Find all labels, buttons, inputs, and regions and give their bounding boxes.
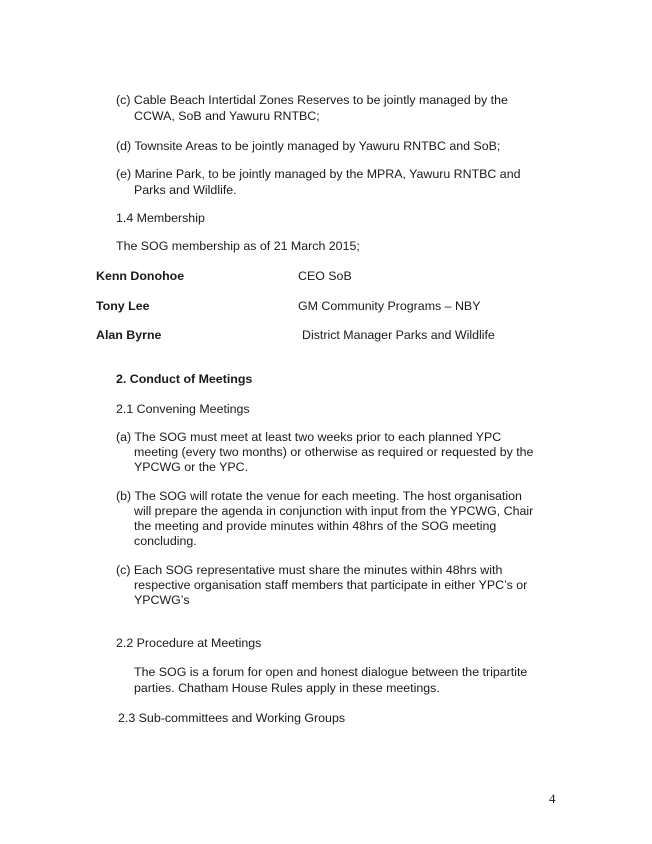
convening-item-c-line: YPCWG’s	[134, 593, 190, 607]
scope-item-d: (d) Townsite Areas to be jointly managed by Yawuru RNTBC and SoB;	[116, 139, 501, 153]
member-role: CEO SoB	[298, 269, 352, 283]
scope-item-c-line2: CCWA, SoB and Yawuru RNTBC;	[134, 109, 320, 123]
member-role: GM Community Programs – NBY	[298, 299, 481, 313]
convening-item-a-line: (a) The SOG must meet at least two weeks prior to each planned YPC	[116, 430, 502, 444]
scope-item-e-line2: Parks and Wildlife.	[134, 183, 237, 197]
subsection-heading-subcommittees: 2.3 Sub-committees and Working Groups	[118, 711, 346, 725]
member-name: Alan Byrne	[96, 328, 162, 342]
convening-item-b-line: the meeting and provide minutes within 48hrs of the SOG meeting	[134, 519, 497, 533]
procedure-line: parties. Chatham House Rules apply in these meetings.	[134, 681, 440, 695]
scope-item-e-line1: (e) Marine Park, to be jointly managed by the MPRA, Yawuru RNTBC and	[116, 167, 521, 181]
convening-item-a-line: YPCWG or the YPC.	[134, 460, 249, 474]
convening-item-c-line: respective organisation staff members that participate in either YPC’s or	[134, 578, 528, 592]
member-name: Kenn Donohoe	[96, 269, 185, 283]
convening-item-b-line: concluding.	[134, 534, 197, 548]
convening-item-b-line: (b) The SOG will rotate the venue for each meeting. The host organisation	[116, 489, 522, 503]
scope-item-c-line1: (c) Cable Beach Intertidal Zones Reserves to be jointly managed by the	[116, 93, 508, 107]
convening-item-a-line: meeting (every two months) or otherwise as required or requested by the	[134, 445, 534, 459]
convening-item-b-line: will prepare the agenda in conjunction with input from the YPCWG, Chair	[134, 504, 534, 518]
section-heading-conduct: 2. Conduct of Meetings	[116, 372, 253, 386]
membership-intro: The SOG membership as of 21 March 2015;	[116, 239, 360, 253]
membership-heading: 1.4 Membership	[116, 211, 205, 225]
member-role: District Manager Parks and Wildlife	[302, 328, 495, 342]
convening-item-c-line: (c) Each SOG representative must share the minutes within 48hrs with	[116, 563, 503, 577]
subsection-heading-procedure: 2.2 Procedure at Meetings	[116, 636, 262, 650]
page-number: 4	[549, 791, 556, 806]
procedure-line: The SOG is a forum for open and honest dialogue between the tripartite	[134, 665, 528, 679]
member-name: Tony Lee	[96, 299, 150, 313]
subsection-heading-convening: 2.1 Convening Meetings	[116, 402, 250, 416]
